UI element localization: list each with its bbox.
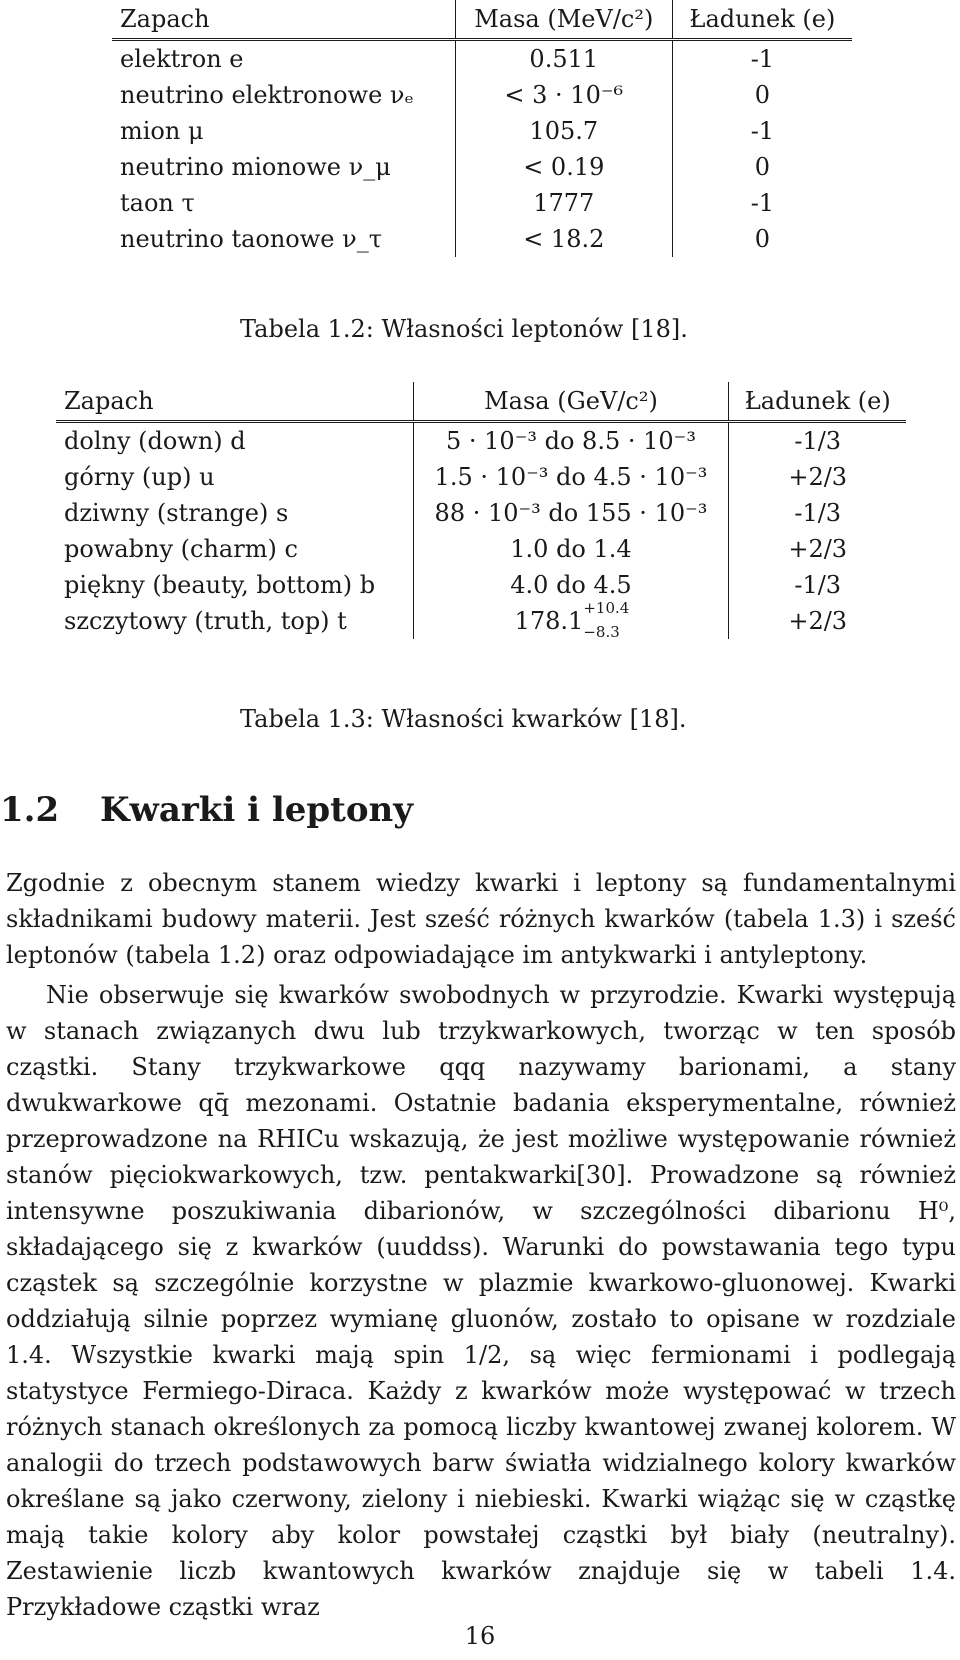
table-cell: +2/3 xyxy=(729,531,906,567)
table-cell-top-mass xyxy=(413,598,729,641)
table-cell: < 3 · 10⁻⁶ xyxy=(455,77,672,113)
table-cell: 0.511 xyxy=(455,40,672,78)
header-cell: Zapach xyxy=(112,0,455,40)
table-cell: 1.0 do 1.4 xyxy=(413,531,729,567)
header-cell: Masa (MeV/c²) xyxy=(455,0,672,40)
table-cell: górny (up) u xyxy=(64,463,215,491)
header-cell: Ładunek (e) xyxy=(729,382,906,422)
table-cell: 0 xyxy=(672,149,852,185)
table-cell: -1/3 xyxy=(729,495,906,531)
table-cell: -1 xyxy=(672,40,852,78)
table-caption: Tabela 1.2: Własności leptonów [18]. xyxy=(240,315,688,343)
table-cell: dolny (down) d xyxy=(64,427,246,455)
table-cell: piękny (beauty, bottom) b xyxy=(64,571,376,599)
table-row xyxy=(112,221,852,257)
top-mass-down: −8.3 xyxy=(583,622,620,641)
table-cell: powabny (charm) c xyxy=(64,535,298,563)
table-row xyxy=(56,422,906,460)
table-cell: -1 xyxy=(672,185,852,221)
paragraph: Zgodnie z obecnym stanem wiedzy kwarki i leptony są fundamentalnymi składnikami budowy materii. Jest sześć różnych kwarków (tabela 1.3) i sześć leptonów (tabela 1.2) oraz odpowiadające im antykwarki i antyleptony. xyxy=(6,869,956,969)
lepton-table-header xyxy=(112,0,852,40)
table-row xyxy=(112,113,852,149)
table-cell: < 0.19 xyxy=(455,149,672,185)
quark-table-header xyxy=(56,382,906,422)
table-cell: szczytowy (truth, top) t xyxy=(64,607,347,635)
section-title: Kwarki i leptony xyxy=(100,790,414,830)
table-cell: 1777 xyxy=(455,185,672,221)
section-heading xyxy=(0,790,413,830)
table-cell: 105.7 xyxy=(455,113,672,149)
quark-table xyxy=(56,382,906,639)
table-caption: Tabela 1.3: Własności kwarków [18]. xyxy=(240,705,687,733)
table-row xyxy=(112,149,852,185)
table-cell: 88 · 10⁻³ do 155 · 10⁻³ xyxy=(413,495,729,531)
table-row xyxy=(112,185,852,221)
table-cell: 1.5 · 10⁻³ do 4.5 · 10⁻³ xyxy=(413,459,729,495)
header-cell: Masa (GeV/c²) xyxy=(413,382,729,422)
table-cell: mion μ xyxy=(120,117,204,145)
top-mass-up: +10.4 xyxy=(583,598,630,617)
table-cell: +2/3 xyxy=(729,459,906,495)
table-cell: 4.0 do 4.5 xyxy=(413,567,729,603)
table-row xyxy=(56,603,906,639)
top-mass-uncertainty xyxy=(583,598,630,641)
paragraph: Nie obserwuje się kwarków swobodnych w przyrodzie. Kwarki występują w stanach związanych dwu lub trzykwarkowych, tworząc w ten sposób cząstki. Stany trzykwarkowe qqq nazywamy barionami, a stany dwukwarkowe qq̄ mezonami. Ostatnie badania eksperymentalne, również przeprowadzone na RHICu wskazują, że jest możliwe występowanie również stanów pięciokwarkowych, tzw. pentakwarki[30]. Prowadzone są również intensywne poszukiwania dibarionów, w szczególności dibarionu H⁰, składającego się z kwarków (uuddss). Warunki do powstawania tego typu cząstek są szczególnie korzystne w plazmie kwarkowo-gluonowej. Kwarki oddziałują silnie poprzez wymianę gluonów, zostało to opisane w rozdziale 1.4. Wszystkie kwarki mają spin 1/2, są więc fermionami i podlegają statystyce Fermiego-Diraca. Każdy z kwarków może występować w trzech różnych stanach określonych za pomocą liczby kwantowej zwanej kolorem. W analogii do trzech podstawowych barw światła widzialnego kolory kwarków określane są jako czerwony, zielony i niebieski. Kwarki wiążąc się w cząstkę mają takie kolory aby kolor powstałej cząstki był biały (neutralny). Zestawienie liczb kwantowych kwarków znajduje się w tabeli 1.4. Przykładowe cząstki wraz xyxy=(6,981,956,1621)
table-cell: -1 xyxy=(672,113,852,149)
table-cell: < 18.2 xyxy=(455,221,672,257)
table-row xyxy=(112,77,852,113)
page-number: 16 xyxy=(464,1622,496,1650)
header-cell: Ładunek (e) xyxy=(672,0,852,40)
section-number: 1.2 xyxy=(0,790,60,830)
table-cell: neutrino elektronowe νₑ xyxy=(120,81,414,109)
lepton-table xyxy=(112,0,852,257)
table-cell: taon τ xyxy=(120,189,195,217)
table-cell: 0 xyxy=(672,221,852,257)
top-mass-value: 178.1 xyxy=(514,607,584,635)
table-cell: +2/3 xyxy=(729,603,906,639)
table-row xyxy=(56,459,906,495)
header-cell: Zapach xyxy=(56,382,413,422)
table-cell: -1/3 xyxy=(729,567,906,603)
table-cell: dziwny (strange) s xyxy=(64,499,289,527)
table-cell: 0 xyxy=(672,77,852,113)
table-row xyxy=(56,495,906,531)
table-row xyxy=(112,40,852,78)
table-row xyxy=(56,531,906,567)
table-row xyxy=(56,567,906,603)
table-cell: 5 · 10⁻³ do 8.5 · 10⁻³ xyxy=(413,422,729,460)
table-cell: elektron e xyxy=(120,45,244,73)
table-cell: -1/3 xyxy=(729,422,906,460)
table-cell: neutrino mionowe ν_μ xyxy=(120,153,391,181)
table-cell: neutrino taonowe ν_τ xyxy=(120,225,382,253)
